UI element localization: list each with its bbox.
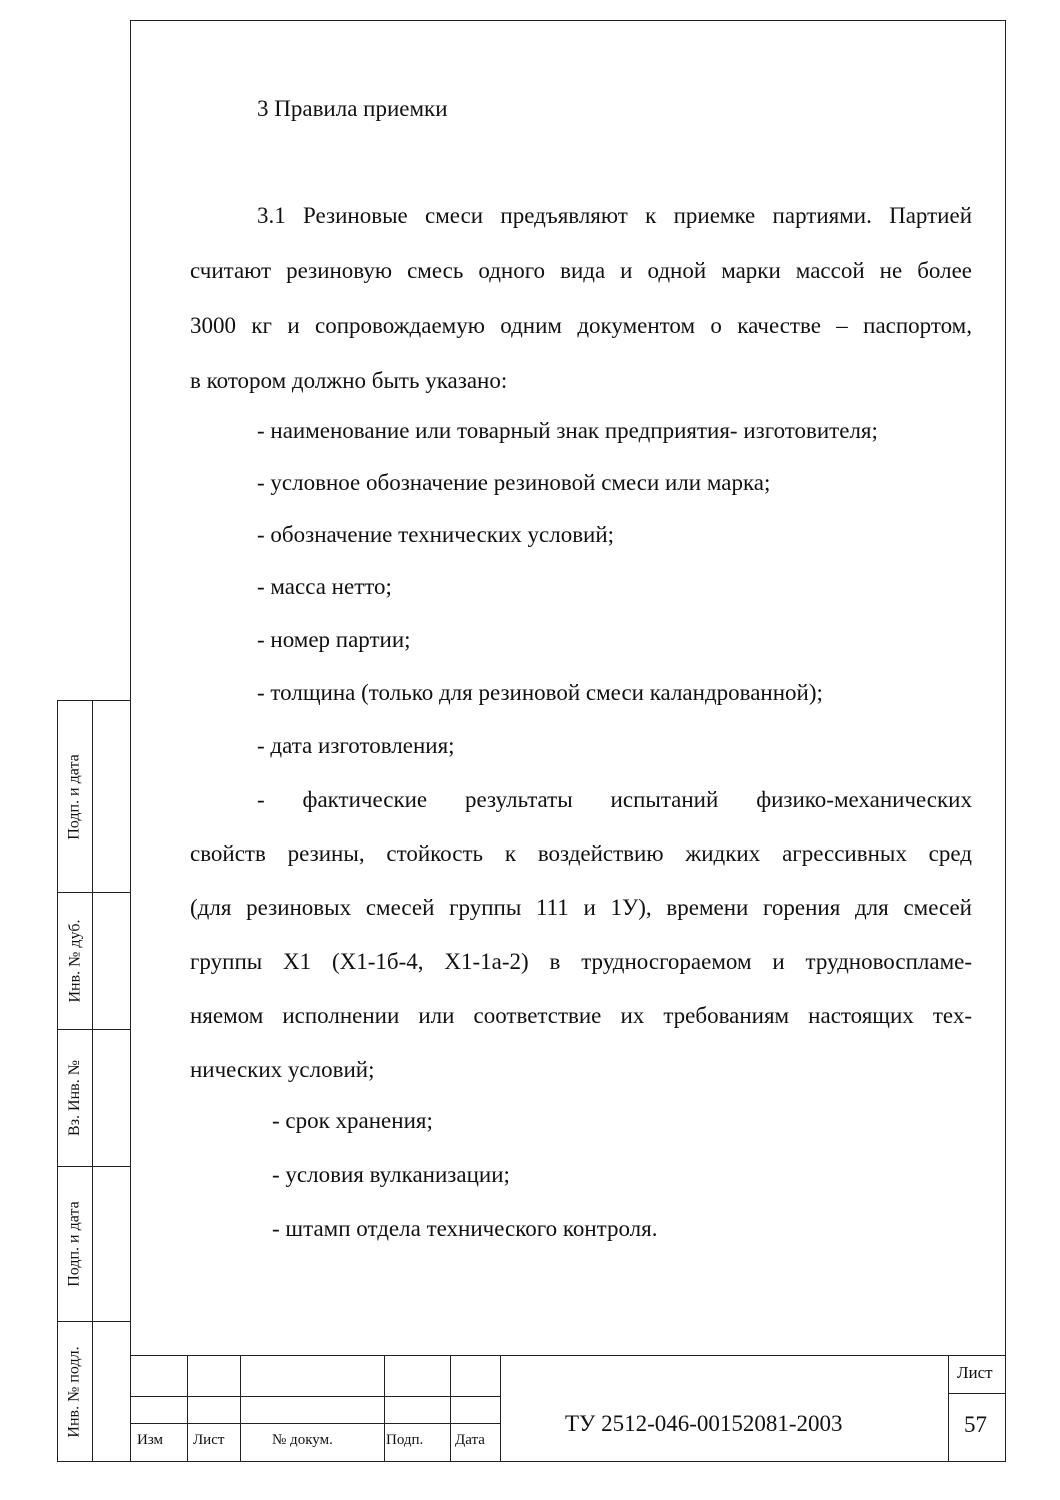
- side-label: Инв. № дуб.: [66, 919, 84, 1003]
- side-cell-sign-date-2: [58, 1167, 130, 1322]
- side-label: Подп. и дата: [66, 753, 84, 840]
- side-label: Вз. Инв. №: [66, 1060, 83, 1136]
- paragraph-line: группы Х1 (Х1-1б-4, Х1-1а-2) в трудносгораемом и трудновоспламе-: [190, 949, 972, 974]
- paragraph-line: в котором должно быть указано:: [190, 368, 508, 393]
- list-item: - обозначение технических условий;: [257, 522, 615, 547]
- list-item: - условное обозначение резиновой смеси или марка;: [257, 470, 771, 495]
- tb-divider: [187, 1356, 188, 1462]
- side-cell-repl-inv: [58, 1030, 130, 1167]
- list-item: - срок хранения;: [272, 1108, 433, 1133]
- side-stamp-strip: [57, 700, 131, 1462]
- paragraph-line: - фактические результаты испытаний физико-механических: [257, 787, 972, 812]
- side-cell-orig-inv: [58, 1322, 130, 1461]
- list-item: - номер партии;: [257, 627, 411, 652]
- tb-divider: [240, 1356, 241, 1462]
- sheet-number: 57: [964, 1412, 987, 1437]
- sheet-label: Лист: [957, 1363, 993, 1382]
- paragraph-line: свойств резины, стойкость к воздействию жидких агрессивных сред: [190, 841, 972, 866]
- tb-col-docnum: № докум.: [272, 1432, 333, 1448]
- list-item: - масса нетто;: [257, 574, 392, 599]
- tb-hline: [130, 1396, 500, 1397]
- list-item: - условия вулканизации;: [272, 1162, 510, 1187]
- paragraph-line: (для резиновых смесей группы 111 и 1У), времени горения для смесей: [190, 895, 972, 920]
- tb-col-date: Дата: [455, 1432, 485, 1448]
- paragraph-line: няемом исполнении или соответствие их требованиям настоящих тех-: [190, 1003, 972, 1028]
- tb-col-change: Изм: [137, 1432, 164, 1448]
- list-item: - штамп отдела технического контроля.: [272, 1216, 658, 1241]
- list-item: - наименование или товарный знак предприятия- изготовителя;: [257, 418, 878, 443]
- paragraph-line: 3.1 Резиновые смеси предъявляют к приемке партиями. Партией: [257, 203, 972, 228]
- tb-hline: [130, 1423, 500, 1424]
- tb-divider: [384, 1356, 385, 1462]
- section-heading: 3 Правила приемки: [257, 96, 448, 121]
- tb-col-sheet: Лист: [193, 1432, 225, 1448]
- tb-divider: [500, 1356, 501, 1462]
- side-cell-dup-inv: [58, 893, 130, 1030]
- paragraph-line: нических условий;: [190, 1057, 375, 1082]
- side-label: Инв. № подл.: [66, 1345, 84, 1438]
- paragraph-line: считают резиновую смесь одного вида и одной марки массой не более: [190, 258, 972, 283]
- tb-hline: [948, 1393, 1006, 1394]
- side-cell-sign-date-1: [58, 701, 130, 893]
- tb-divider: [948, 1356, 949, 1462]
- title-block: [130, 1355, 1006, 1462]
- list-item: - дата изготовления;: [257, 733, 455, 758]
- list-item: - толщина (только для резиновой смеси каландрованной);: [257, 680, 823, 705]
- document-code: ТУ 2512-046-00152081-2003: [565, 1411, 843, 1436]
- tb-divider: [450, 1356, 451, 1462]
- side-label: Подп. и дата: [66, 1201, 84, 1287]
- tb-col-sign: Подп.: [386, 1432, 424, 1448]
- paragraph-line: 3000 кг и сопровождаемую одним документом о качестве – паспортом,: [190, 313, 972, 338]
